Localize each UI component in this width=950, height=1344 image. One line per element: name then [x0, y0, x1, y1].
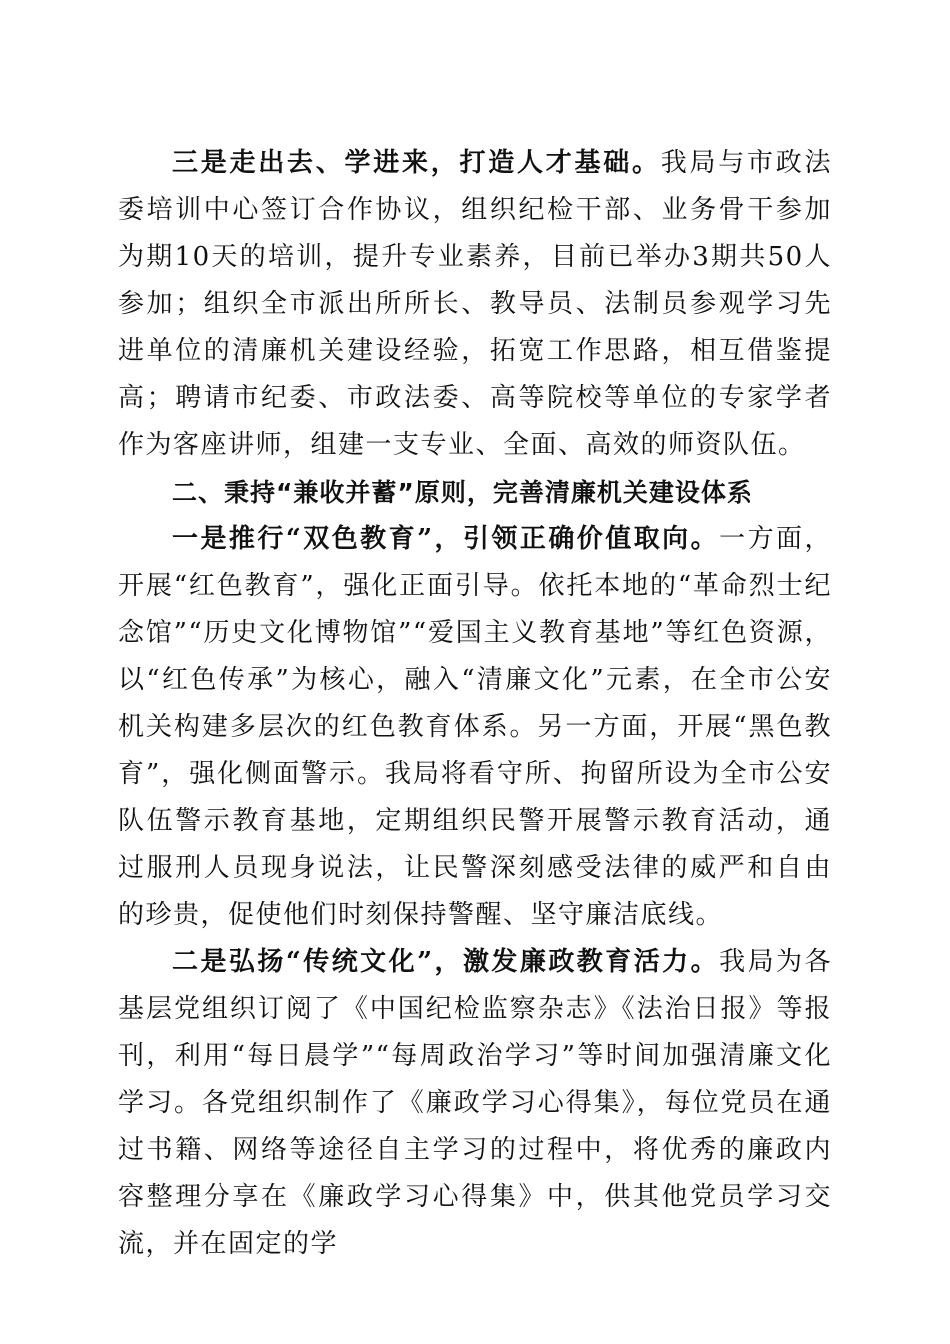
- document-body: [118, 140, 832, 1268]
- paragraph-text: 我局为各基层党组织订阅了《中国纪检监察杂志》《法治日报》等报刊，利用“每日晨学”“每周政治学习”等时间加强清廉文化学习。各党组织制作了《廉政学习心得集》，每位党员在通过书籍、网络等途径自主学习的过程中，将优秀的廉政内容整理分享在《廉政学习心得集》中，供其他党员学习交流，并在固定的学: [118, 947, 832, 1259]
- paragraph-lead: 三是走出去、学进来，打造人才基础。: [172, 148, 661, 178]
- paragraph-talent-foundation: [118, 140, 832, 469]
- paragraph-traditional-culture: [118, 939, 832, 1268]
- paragraph-lead: 一是推行“双色教育”，引领正确价值取向。: [172, 524, 720, 554]
- paragraph-lead: 二是弘扬“传统文化”，激发廉政教育活力。: [172, 947, 720, 977]
- paragraph-text: 我局与市政法委培训中心签订合作协议，组织纪检干部、业务骨干参加为期10天的培训，提升专业素养，目前已举办3期共50人参加；组织全市派出所所长、教导员、法制员参观学习先进单位的清廉机关建设经验，拓宽工作思路，相互借鉴提高；聘请市纪委、市政法委、高等院校等单位的专家学者作为客座讲师，组建一支专业、全面、高效的师资队伍。: [118, 148, 832, 460]
- paragraph-dual-color-education: [118, 516, 832, 939]
- section-heading: 二、秉持“兼收并蓄”原则，完善清廉机关建设体系: [172, 478, 753, 507]
- paragraph-text: 一方面，开展“红色教育”，强化正面引导。依托本地的“革命烈士纪念馆”“历史文化博物馆”“爱国主义教育基地”等红色资源，以“红色传承”为核心，融入“清廉文化”元素，在全市公安机关构建多层次的红色教育体系。另一方面，开展“黑色教育”，强化侧面警示。我局将看守所、拘留所设为全市公安队伍警示教育基地，定期组织民警开展警示教育活动，通过服刑人员现身说法，让民警深刻感受法律的威严和自由的珍贵，促使他们时刻保持警醒、坚守廉洁底线。: [118, 524, 832, 930]
